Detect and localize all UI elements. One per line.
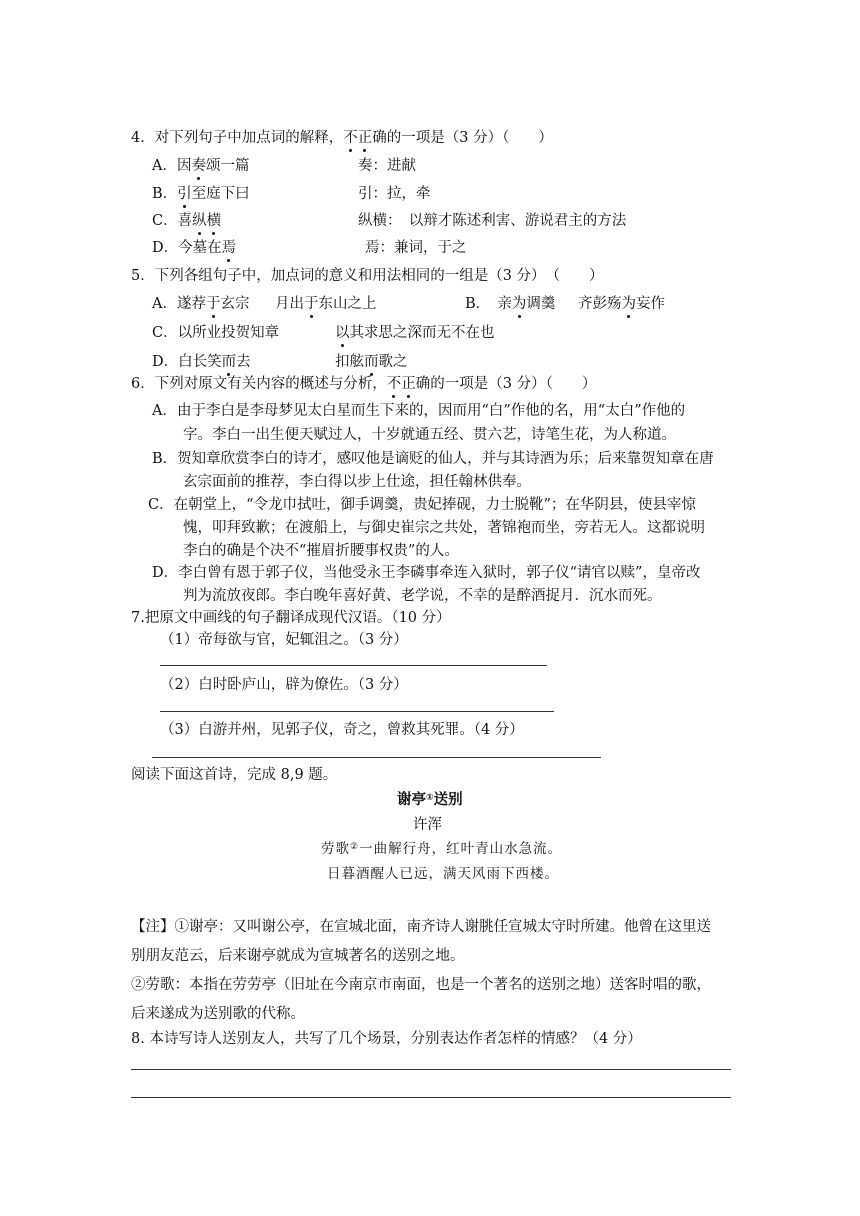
- q5-option-b: B． 亲为调羹: [465, 296, 556, 312]
- q4-option-a-gloss: 奏：进献: [358, 158, 416, 174]
- q7-item-3: （3）白游并州，见郭子仪，奇之，曾救其死罪。（4 分）: [160, 722, 524, 738]
- q4-option-a: A．因奏颂一篇: [152, 158, 250, 174]
- q6-option-d-line1: D．李白曾有恩于郭子仪，当他受永王李磷事牵连入狱时，郭子仪“请官以赎”，皇帝改: [152, 565, 701, 581]
- q6-option-c-line2: 愧，叩拜致歉；在渡船上，与御史崔宗之共处，著锦袍而坐，旁若无人。这都说明: [183, 520, 705, 536]
- emphasis-dot-char: 而: [364, 354, 379, 370]
- poem-intro: 阅读下面这首诗，完成 8,9 题。: [131, 767, 338, 783]
- q6-option-c-line3: 李白的确是个决不“摧眉折腰事权贵”的人。: [183, 543, 459, 559]
- poem-title: 谢亭①送别: [397, 792, 463, 808]
- answer-line-1: [160, 665, 547, 666]
- note-2-line1: ②劳歌：本指在劳劳亭（旧址在今南京市南面，也是一个著名的送别之地）送客时唱的歌，: [131, 977, 711, 993]
- q5-option-a: A．遂荐于玄宗: [152, 296, 250, 312]
- q5-option-a-pair: 月出于东山之上: [275, 296, 377, 312]
- q6-option-b-line2: 玄宗面前的推荐，李白得以步上仕途，担任翰林供奉。: [183, 474, 531, 490]
- footnote-marker-2: ②: [350, 842, 360, 852]
- q4-option-c-gloss: 纵横： 以辩才陈述利害、游说君主的方法: [358, 213, 627, 229]
- q6-option-d-line2: 判为流放夜郎。李白晚年喜好黄、老学说，不幸的是醉酒捉月．沉水而死。: [183, 588, 662, 604]
- q5-option-d: D．白长笑而去: [152, 354, 251, 370]
- q4-stem: 4．对下列句子中加点词的解释，不正确的一项是（3 分）（ ）: [131, 130, 553, 146]
- q6-option-b-line1: B．贺知章欣赏李白的诗才，感叹他是谪贬的仙人，并与其诗酒为乐；后来靠贺知章在唐: [152, 451, 714, 467]
- emphasis-dot-char: 于: [304, 296, 319, 312]
- q4-option-d-gloss: 焉：兼词，于之: [365, 240, 467, 256]
- q7-item-2: （2）白时卧庐山，辟为僚佐。（3 分）: [160, 677, 408, 693]
- poem-author: 许浑: [413, 817, 442, 833]
- emphasis-dot-char: 焉: [221, 240, 237, 256]
- q4-option-b: B．引至庭下曰: [152, 186, 250, 202]
- note-1-line1: 【注】①谢亭：又叫谢公亭，在宣城北面，南齐诗人谢朓任宣城太守时所建。他曾在这里送: [131, 919, 711, 935]
- emphasis-dot-char: 为: [511, 296, 527, 312]
- poem-line-2: 日暮酒醒人已远，满天风雨下西楼。: [327, 866, 559, 882]
- q8-stem: 8. 本诗写诗人送别友人，共写了几个场景，分别表达作者怎样的情感？（4 分）: [131, 1031, 642, 1047]
- q7-item-1: （1）帝每欲与官，妃辄沮之。（3 分）: [160, 632, 408, 648]
- emphasis-dot-char: 以: [335, 325, 350, 341]
- emphasis-dot-char: 正: [357, 130, 373, 146]
- answer-line-5: [131, 1097, 731, 1098]
- emphasis-dot-char: 横: [206, 213, 222, 229]
- emphasis-dot-char: 不: [343, 130, 358, 146]
- q4-option-d: D．今墓在焉: [152, 240, 237, 256]
- emphasis-dot-char: 于: [205, 296, 221, 312]
- q4-option-c: C．喜纵横: [152, 213, 222, 229]
- footnote-marker-1: ①: [426, 793, 434, 803]
- note-2-line2: 后来遂成为送别歌的代称。: [131, 1006, 305, 1022]
- emphasis-dot-char: 奏: [191, 158, 206, 174]
- answer-line-4: [131, 1069, 731, 1070]
- q4-option-b-gloss: 引：拉，牵: [358, 186, 431, 202]
- q7-stem: 7.把原文中画线的句子翻译成现代汉语。（10 分）: [131, 610, 451, 626]
- q6-option-c-line1: C．在朝堂上，“令龙巾拭吐，御手调羹，贵妃捧砚，力士脱靴”；在华阴县，使县宰惊: [148, 497, 696, 513]
- q6-stem: 6．下列对原文有关内容的概述与分析，不正确的一项是（3 分）（ ）: [131, 376, 597, 392]
- q6-option-a-line1: A．由于李白是李母梦见太白星而生下来的，因而用“白”作他的名，用“太白”作他的: [152, 403, 686, 419]
- poem-line-1: 劳歌②一曲解行舟，红叶青山水急流。: [321, 841, 563, 857]
- answer-line-2: [160, 711, 554, 712]
- emphasis-dot-char: 不: [386, 376, 402, 392]
- emphasis-dot-char: 为: [621, 296, 636, 312]
- emphasis-dot-char: 而: [221, 354, 237, 370]
- note-1-line2: 别朋友范云，后来谢亭就成为宣城著名的送别之地。: [131, 948, 465, 964]
- answer-line-3: [152, 757, 601, 758]
- q5-option-d-pair: 扣舷而歌之: [335, 354, 408, 370]
- q5-option-b-pair: 齐彭殇为妄作: [578, 296, 665, 312]
- q6-option-a-line2: 字。李白一出生便天赋过人，十岁就通五经、贯六艺，诗笔生花，为人称道。: [183, 427, 676, 443]
- q5-option-c: C．以所业投贺知章: [152, 325, 280, 341]
- emphasis-dot-char: 正: [401, 376, 416, 392]
- q5-stem: 5．下列各组句子中，加点词的意义和用法相同的一组是（3 分） （ ）: [131, 268, 604, 284]
- emphasis-dot-char: 引: [177, 186, 192, 202]
- emphasis-dot-char: 纵: [192, 213, 207, 229]
- q5-option-c-pair: 以其求思之深而无不在也: [335, 325, 495, 341]
